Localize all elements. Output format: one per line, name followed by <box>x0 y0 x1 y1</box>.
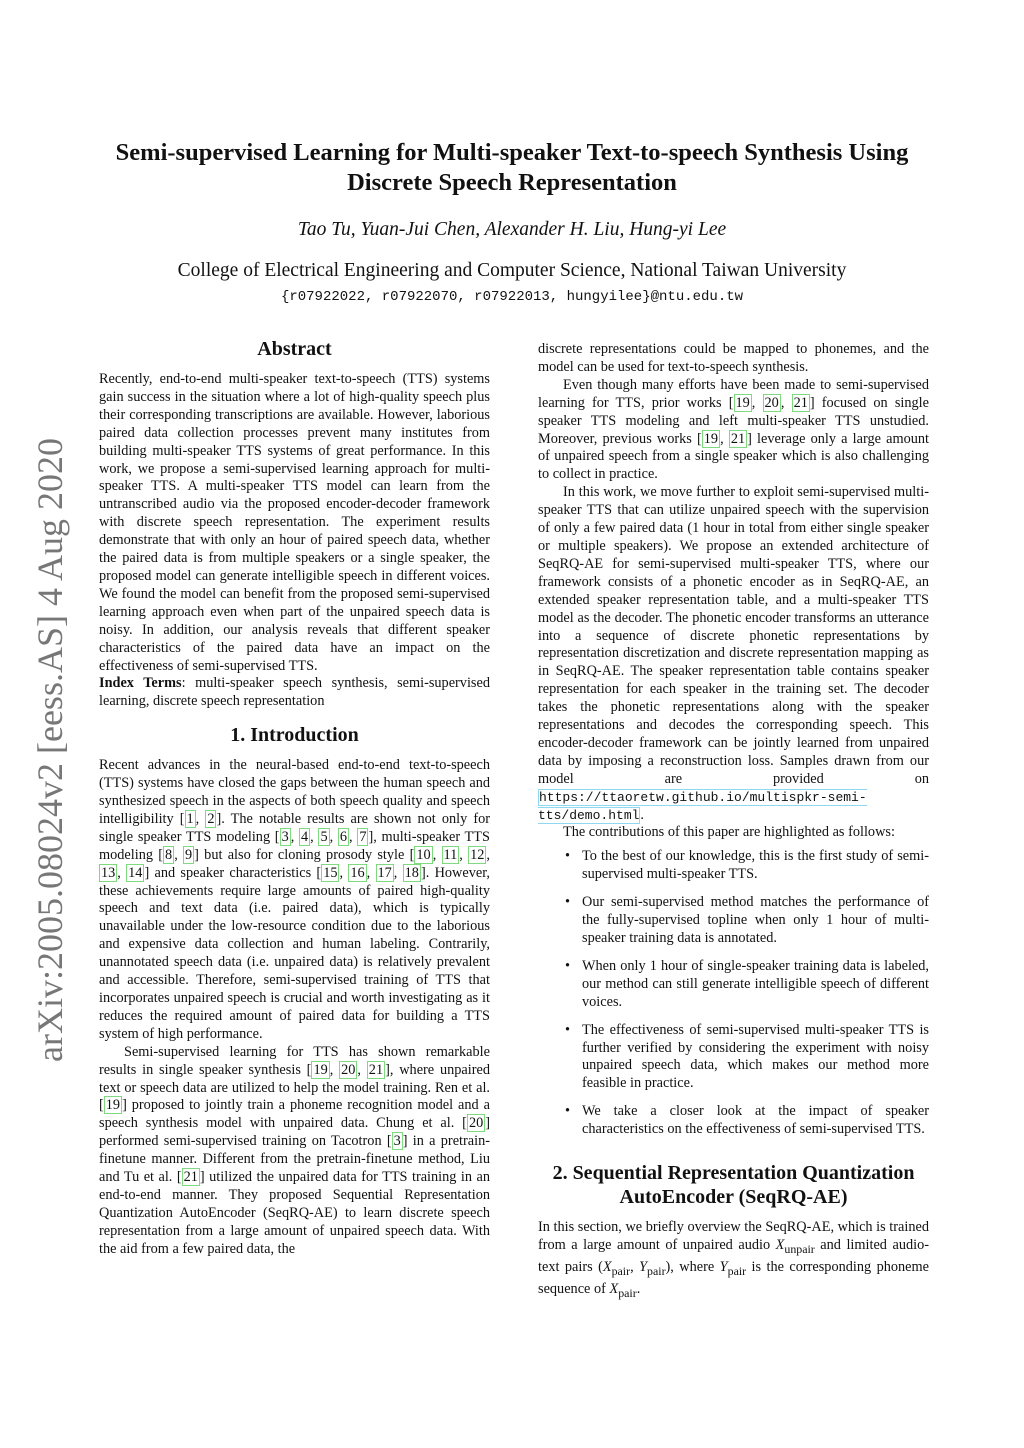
section-2-heading: 2. Sequential Representation Quantization AutoEncoder (SeqRQ-AE) <box>552 1162 915 1209</box>
authors: Tao Tu, Yuan-Jui Chen, Alexander H. Liu, Hung-yi Lee <box>297 219 727 240</box>
title-line-1: Semi-supervised Learning for Multi-speaker Text-to-speech Synthesis Using <box>115 139 909 166</box>
list-item: • Our semi-supervised method matches the performance of the fully-supervised topline when only 1 hour of multi-speaker training data is annotated. <box>538 894 929 948</box>
citation-link[interactable]: 17 <box>377 864 392 881</box>
citation-link[interactable]: 19 <box>313 1061 328 1078</box>
citation-link[interactable]: 20 <box>468 1115 484 1132</box>
list-item: • The effectiveness of semi-supervised multi-speaker TTS is further verified by considering the experiment with noisy unpaired speech data, which makes our method more feasible in practice. <box>538 1022 929 1094</box>
abstract-text: Recently, end-to-end multi-speaker text-to-speech (TTS) systems gain success in the situation where a lot of high-quality speech plus their corresponding transcriptions are available. However, laborious paired data collection processes prevent many institutes from building multi-speaker TTS systems of great performance. In this work, we propose a semi-supervised learning approach for multi-speaker TTS. A multi-speaker TTS model can learn from the untranscribed audio via the proposed encoder-decoder framework with discrete speech representation. The experiment results demonstrate that with only an hour of paired speech data, whether the paired data is from multiple speakers or a single speaker, the proposed model can generate intelligible speech in different voices. We found the model can benefit from the proposed semi-supervised learning approach even when part of the unpaired speech data is noisy. In addition, our analysis reveals that different speaker characteristics of the paired data have an impact on the effectiveness of semi-supervised TTS. <box>99 371 490 674</box>
citation-link[interactable]: 21 <box>730 430 746 447</box>
demo-url-link[interactable]: https://ttaoretw.github.io/multispkr-semi-tts/demo.html <box>538 789 867 823</box>
citation-link[interactable]: 15 <box>323 864 338 881</box>
citation-link[interactable]: 14 <box>128 864 143 881</box>
arxiv-side-stamp <box>20 440 80 1060</box>
citation-link[interactable]: 3 <box>281 828 289 845</box>
list-item: • To the best of our knowledge, this is the first study of semi-supervised multi-speaker TTS. <box>538 848 929 884</box>
list-item: • We take a closer look at the impact of speaker characteristics on the effectiveness of semi-supervised TTS. <box>538 1103 929 1139</box>
intro-paragraph-1: Recent advances in the neural-based end-to-end text-to-speech (TTS) systems have closed the gaps between the human speech and synthesized speech in the aspects of both speech quality and speech intelligibility [ 1 , 2 ]. The notable results are shown not only for single speaker TTS modeling [ 3 , 4 , 5 , 6 , 7 ], multi-speaker TTS modeling [ 8 , 9 ] but also for cloning prosody style [ 10 , 11 , 12 , 13 , 14 ] and speaker characteristics [ 15 , 16 , 17 , 18 ]. However, these achievements require large amounts of paired high-quality speech and text data (i.e. paired data), which is typically unavailable under the low-resource condition due to the laborious and expensive data collection and human labeling. Contrarily, unannotated speech data (i.e. unpaired data) is relatively prevalent and accessible. Therefore, semi-supervised training of TTS that incorporates unpaired speech is crucial and worth investigating as it reduces the required amount of paired data for building a TTS system of high performance. <box>99 757 490 1042</box>
intro-paragraph-2: Semi-supervised learning for TTS has shown remarkable results in single speaker synthesis [ 19 , 20 , 21 ], where unpaired text or speech data are utilized to help the model training. Ren et al. [ 19 ] proposed to jointly train a phoneme recognition model and a speech synthesis model with unpaired data. Chung et al. [ 20 ] performed semi-supervised training on Tacotron [ 3 ] in a pretrain-finetune manner. Different from the pretrain-finetune method, Liu and Tu et al. [ 21 ] utilized the unpaired data for TTS training in an end-to-end manner. They proposed Sequential Representation Quantization AutoEncoder (SeqRQ-AE) to learn discrete speech representation from a large amount of unpaired speech data. With the aid from a few paired data, the <box>99 1043 491 1257</box>
title-line-2: Discrete Speech Representation <box>347 169 677 196</box>
citation-link[interactable]: 20 <box>341 1061 356 1078</box>
citation-link[interactable]: 13 <box>101 864 116 881</box>
citation-link[interactable]: 18 <box>404 864 419 881</box>
citation-link[interactable]: 19 <box>703 430 719 447</box>
citation-link[interactable]: 19 <box>735 394 750 411</box>
right-paragraph-1: discrete representations could be mapped to phonemes, and the model can be used for text-to-speech synthesis. <box>538 341 929 375</box>
right-paragraph-2: Even though many efforts have been made to semi-supervised learning for TTS, prior works [ 19 , 20 , 21 ] focused on single speaker TTS modeling and left multi-speaker TTS unstudied. Moreover, previous works [ 19 , 21 ] leverage only a large amount of unpaired speech from a single speaker which is also challenging to collect in practice. <box>538 376 929 483</box>
index-terms-label: Index Terms <box>99 675 182 692</box>
citation-link[interactable]: 9 <box>185 846 193 863</box>
citation-link[interactable]: 12 <box>470 846 485 863</box>
right-column <box>538 341 929 1302</box>
contributions-intro: The contributions of this paper are highlighted as follows: <box>563 824 895 841</box>
citation-link[interactable]: 6 <box>339 828 348 845</box>
emails: {r07922022, r07922070, r07922013, hungyilee}@ntu.edu.tw <box>280 289 744 305</box>
citation-link[interactable]: 16 <box>350 864 365 881</box>
citation-link[interactable]: 11 <box>443 846 458 863</box>
section-2-paragraph: In this section, we briefly overview the SeqRQ-AE, which is trained from a large amount of unpaired audio $X_{unpair}$ and limited audio-text pairs ($X_{pair}$, $Y_{pair}$), where $Y_{pair}$ is the corresponding phoneme sequence of $X_{pair}$. <box>538 1219 929 1300</box>
citation-link[interactable]: 21 <box>368 1061 384 1078</box>
index-terms-text: : multi-speaker speech synthesis, semi-supervised learning, discrete speech representation <box>99 675 490 710</box>
citation-link[interactable]: 21 <box>183 1169 198 1186</box>
citation-link[interactable]: 10 <box>416 846 431 863</box>
citation-link[interactable]: 1 <box>186 810 194 827</box>
index-terms <box>99 675 490 711</box>
citation-link[interactable]: 20 <box>764 394 779 411</box>
paper-title <box>80 138 944 198</box>
citation-link[interactable]: 19 <box>105 1097 121 1114</box>
citation-link[interactable]: 4 <box>301 828 309 845</box>
citation-link[interactable]: 7 <box>359 828 367 845</box>
citation-link[interactable]: 8 <box>165 846 173 863</box>
citation-link[interactable]: 2 <box>207 810 215 827</box>
left-column <box>99 337 490 1259</box>
affiliation: College of Electrical Engineering and Computer Science, National Taiwan University <box>177 260 847 281</box>
abstract-heading: Abstract <box>257 338 332 360</box>
arxiv-id: arXiv:2005.08024v2 [eess.AS] 4 Aug 2020 <box>30 438 70 1062</box>
citation-link[interactable]: 3 <box>393 1133 401 1150</box>
citation-link[interactable]: 5 <box>320 828 328 845</box>
intro-heading: 1. Introduction <box>230 724 359 747</box>
list-item: • When only 1 hour of single-speaker training data is labeled, our method can still generate intelligible speech of different voices. <box>538 958 929 1012</box>
citation-link[interactable]: 21 <box>793 394 808 411</box>
right-paragraph-3: In this work, we move further to exploit semi-supervised multi-speaker TTS that can utilize unpaired speech with the supervision of only a few paired data (1 hour in total from either single speaker or multiple speakers). We propose an extended architecture of SeqRQ-AE for semi-supervised multi-speaker TTS, where our framework consists of a phonetic encoder as in SeqRQ-AE, an extended speaker representation table, and a multi-speaker TTS model as the decoder. The phonetic encoder transforms an utterance into a sequence of discrete phonetic representations by representation discretization and discrete representation mapping as in SeqRQ-AE. The speaker representation table contains speaker representation for each speaker in the training set. The decoder takes the phonetic representations along with the speaker representations and decodes the corresponding speech. This encoder-decoder framework can be jointly learned from unpaired data by imposing a reconstruction loss. Samples drawn from our model are provided on https://ttaoretw.github.io/multispkr-semi-tts/demo.html. <box>538 484 929 823</box>
contributions-list <box>538 848 929 1139</box>
